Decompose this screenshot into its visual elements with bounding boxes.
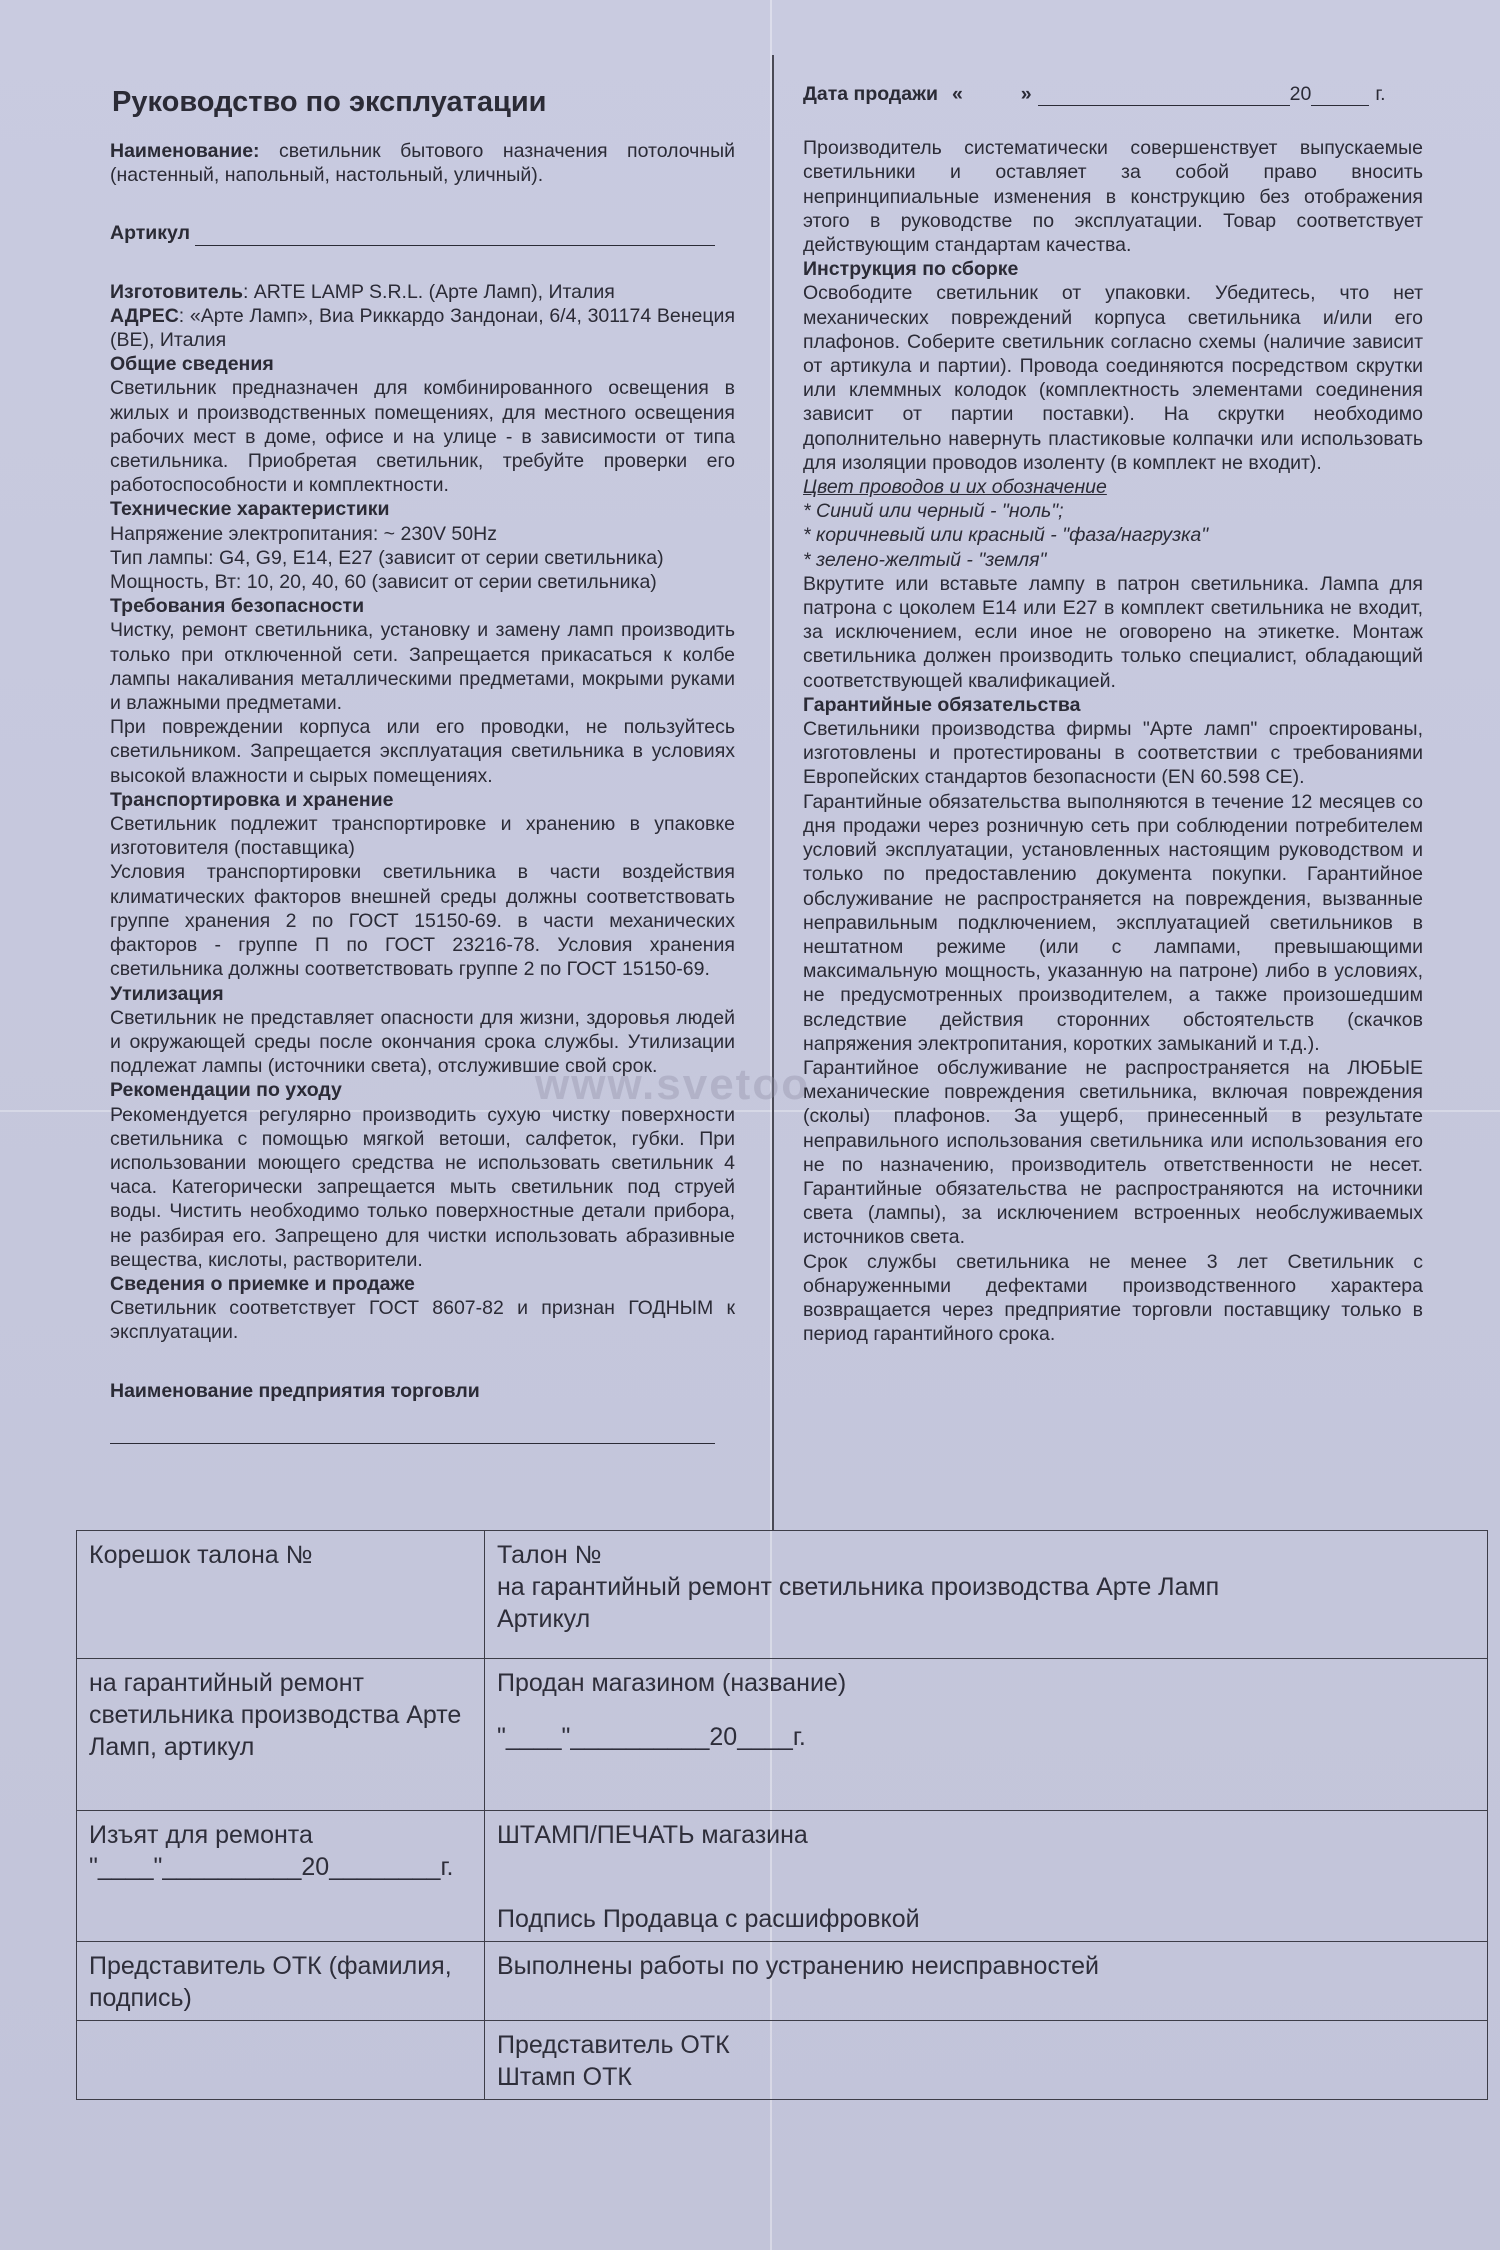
address-label: АДРЕС <box>110 304 179 327</box>
producer-text: Производитель систематически совершенствует выпускаемые светильники и оставляет за собой право вносить непринципиальные изменения в конструкцию без отображения этого в руководстве по эксплуатации. Товар соответствует действующим стандартам качества. <box>803 137 1423 257</box>
disposal-text: Светильник не представляет опасности для жизни, здоровья людей и окружающей среды после окончания срока службы. Утилизации подлежат лампы (источники света), отслужившие свой срок. <box>110 1006 735 1078</box>
seller-sign: Подпись Продавца с расшифровкой <box>497 1905 920 1933</box>
address-text: : «Арте Ламп», Виа Риккардо Зандонаи, 6/4, 301174 Венеция (BE), Италия <box>110 304 735 352</box>
warranty-text-2: Гарантийные обязательства выполняются в течение 12 месяцев со дня продажи через розничную сеть при соблюдении потребителем условий эксплуатации, установленных настоящим руководством и только по предоставлению документа покупки. Гарантийное обслуживание не распространяется на повреждения, вызванные неправильным подключением, эксплуатацией светильников в нештатном режиме (или с лампами, превышающими максимальную мощность, указанную на патроне) либо в условиях, не предусмотренных производителем, а также произошедшим вследствие действия сторонних обстоятельств (скачков напряжения электропитания, коротких замыканий и т.д.). <box>803 790 1423 1055</box>
sale-date-suffix: г. <box>1375 83 1386 105</box>
page-title: Руководство по эксплуатации <box>112 86 547 118</box>
acceptance-text: Светильник соответствует ГОСТ 8607-82 и признан ГОДНЫМ к эксплуатации. <box>110 1297 735 1344</box>
watermark: www.svetoo <box>535 1060 811 1109</box>
tech-power: Мощность, Вт: 10, 20, 40, 60 (зависит от серии светильника) <box>110 571 657 594</box>
otk-stamp-cell <box>485 2021 1488 2100</box>
sold-date: "____"__________20____г. <box>497 1723 806 1751</box>
coupon-label-cell <box>485 1531 1488 1659</box>
sale-date-year-line <box>1311 105 1369 106</box>
removed-cell <box>77 1811 485 1942</box>
removed-label: Изъят для ремонта <box>89 1821 313 1849</box>
works-cell <box>485 1942 1488 2021</box>
trade-signature-line <box>110 1403 715 1444</box>
sale-date-row <box>803 82 1423 106</box>
transport-heading: Транспортировка и хранение <box>110 788 394 811</box>
article-label: Артикул <box>110 222 191 245</box>
wire-ground: * зелено-желтый - "земля" <box>803 548 1047 571</box>
left-column <box>110 85 735 1444</box>
warranty-coupon-table <box>76 1530 1488 2100</box>
general-text: Светильник предназначен для комбинированного освещения в жилых и производственных помещениях, для местного освещения рабочих мест в доме, офисе и на улице - в зависимости от типа светильника. Приобретая светильник, требуйте проверки его работоспособности и комплектности. <box>110 377 735 497</box>
trade-label: Наименование предприятия торговли <box>110 1379 480 1402</box>
sale-date-line <box>1038 105 1290 106</box>
maker-row <box>110 280 735 304</box>
safety-text-1: Чистку, ремонт светильника, установку и замену ламп производить только при отключенной сети. Запрещается прикасаться к колбе лампы накаливания металлическими предметами, мокрыми руками и влажными предметами. <box>110 619 735 715</box>
disposal-heading: Утилизация <box>110 982 224 1005</box>
warranty-heading: Гарантийные обязательства <box>803 693 1081 716</box>
otk-rep-2: Представитель ОТК <box>497 2031 730 2059</box>
works-label: Выполнены работы по устранению неисправностей <box>497 1952 1099 1980</box>
care-heading: Рекомендации по уходу <box>110 1079 342 1102</box>
maker-text: : ARTE LAMP S.R.L. (Арте Ламп), Италия <box>242 280 615 303</box>
assembly-heading: Инструкция по сборке <box>803 258 1019 281</box>
care-text: Рекомендуется регулярно производить сухую чистку поверхности светильника с помощью мягкой ветоши, салфеток, губки. При использовании моющего средства не использовать светильник 4 часа. Категорически запрещается мыть светильник под струей воды. Чистить необходимо только поверхностные детали прибора, не разбирая его. Запрещено для чистки использовать абразивные вещества, кислоты, растворители. <box>110 1103 735 1271</box>
transport-text-1: Светильник подлежит транспортировке и хранению в упаковке изготовителя (поставщика) <box>110 813 735 860</box>
sold-label: Продан магазином (название) <box>497 1669 847 1697</box>
sale-date-close: » <box>1020 83 1032 105</box>
coupon-row-5 <box>77 2021 1488 2100</box>
wire-phase: * коричневый или красный - "фаза/нагрузка" <box>803 524 1209 547</box>
removed-date: "____"__________20________г. <box>89 1853 454 1881</box>
sale-date-open: « <box>951 83 963 105</box>
tech-lamp: Тип лампы: G4, G9, E14, E27 (зависит от серии светильника) <box>110 546 664 569</box>
safety-heading: Требования безопасности <box>110 595 365 618</box>
otk-rep-cell <box>77 1942 485 2021</box>
name-label: Наименование: <box>110 140 260 162</box>
warranty-text-4: Срок службы светильника не менее 3 лет Светильник с обнаруженными дефектами производственного характера возвращается через предприятие торговли поставщику только в период гарантийного срока. <box>803 1250 1423 1346</box>
coupon-article: Артикул <box>497 1605 591 1633</box>
lamp-text: Вкрутите или вставьте лампу в патрон светильника. Лампа для патрона с цоколем E14 или E27 в комплект светильника не входит, за исключением, если иное не оговорено на этикетке. Монтаж светильника должен производить только специалист, обладающий соответствующей квалификацией. <box>803 572 1423 692</box>
tech-voltage: Напряжение электропитания: ~ 230V 50Hz <box>110 522 497 545</box>
article-line <box>195 245 715 246</box>
assembly-text: Освободите светильник от упаковки. Убедитесь, что нет механических повреждений корпуса светильника и/или его плафонов. Соберите светильник согласно схемы (наличие зависит от артикула и партии). Провода соединяются посредством скрутки или клеммных колодок (комплектность элементами соединения зависит от партии поставки). На скрутки необходимо дополнительно навернуть пластиковые колпачки или использовать для изоляции проводов изоленту (в комплект не входит). <box>803 282 1423 474</box>
warranty-text-1: Светильники производства фирмы "Арте ламп" спроектированы, изготовлены и протестированы в соответствии с требованиями Европейских стандартов безопасности (EN 60.598 CE). <box>803 718 1423 789</box>
wires-heading: Цвет проводов и их обозначение <box>803 476 1107 499</box>
general-heading: Общие сведения <box>110 353 274 376</box>
warranty-text-3: Гарантийное обслуживание не распространяется на ЛЮБЫЕ механические повреждения светильника, включая повреждения (сколы) плафонов. За ущерб, принесенный в результате неправильного использования светильника или использования его не по назначению, производитель ответственности не несет. Гарантийные обязательства не распространяются на источники света (лампы), за исключением встроенных необслуживаемых источников света. <box>803 1056 1423 1249</box>
stub-text: на гарантийный ремонт светильника производства Арте Ламп, артикул <box>89 1669 462 1761</box>
coupon-row-1 <box>77 1531 1488 1659</box>
name-text: светильник бытового назначения потолочный (настенный, напольный, настольный, уличный). <box>110 140 735 187</box>
coupon-row-4 <box>77 1942 1488 2021</box>
sold-cell <box>485 1659 1488 1811</box>
coupon-row-3 <box>77 1811 1488 1942</box>
right-column <box>803 82 1423 1346</box>
stamp-label: ШТАМП/ПЕЧАТЬ магазина <box>497 1821 808 1849</box>
coupon-row-2 <box>77 1659 1488 1811</box>
stub-label-cell <box>77 1531 485 1659</box>
otk-stamp: Штамп ОТК <box>497 2063 632 2091</box>
stub-label: Корешок талона № <box>89 1541 313 1569</box>
otk-rep-label: Представитель ОТК (фамилия, подпись) <box>89 1952 452 2012</box>
stub-text-cell <box>77 1659 485 1811</box>
empty-cell <box>77 2021 485 2100</box>
transport-text-2: Условия транспортировки светильника в части воздействия климатических факторов внешней среды должны соответствовать группе хранения 2 по ГОСТ 15150-69. в части механических факторов - группе П по ГОСТ 23216-78. Условия хранения светильника должны соответствовать группе 2 по ГОСТ 15150-69. <box>110 861 735 981</box>
article-row <box>110 221 735 245</box>
column-divider <box>772 55 774 1530</box>
address-row <box>110 304 735 352</box>
wire-neutral: * Синий или черный - "ноль"; <box>803 500 1064 523</box>
coupon-subtitle: на гарантийный ремонт светильника производства Арте Ламп <box>497 1573 1220 1601</box>
stamp-cell <box>485 1811 1488 1942</box>
product-name <box>110 139 735 187</box>
coupon-label: Талон № <box>497 1541 602 1569</box>
tech-heading: Технические характеристики <box>110 498 390 521</box>
sale-date-year: 20 <box>1289 83 1312 105</box>
sale-date-label: Дата продажи <box>803 83 938 105</box>
maker-label: Изготовитель <box>110 280 243 303</box>
acceptance-heading: Сведения о приемке и продаже <box>110 1272 415 1295</box>
safety-text-2: При повреждении корпуса или его проводки, не пользуйтесь светильником. Запрещается эксплуатация светильника в условиях высокой влажности и сырых помещениях. <box>110 716 735 787</box>
